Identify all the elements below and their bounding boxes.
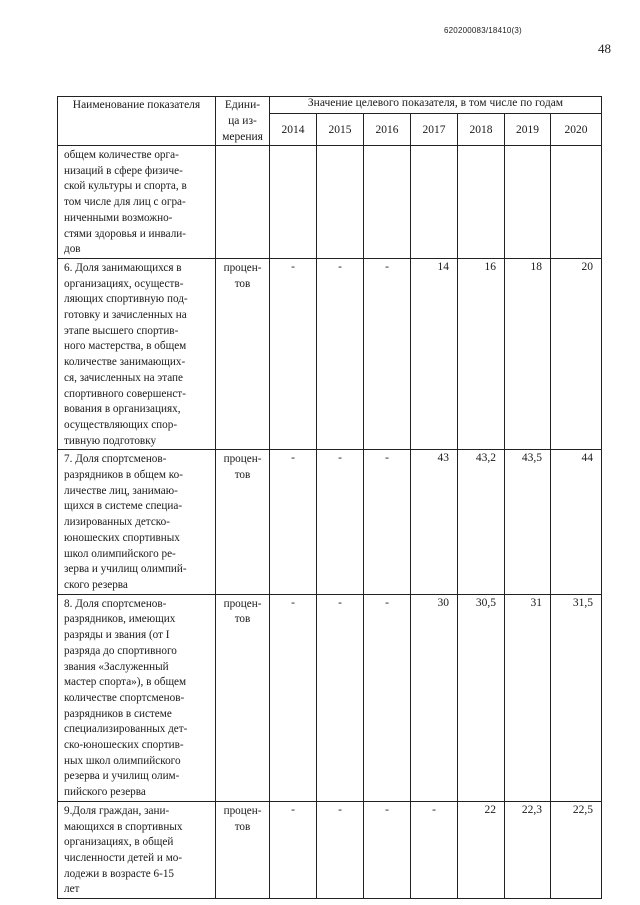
indicator-name-line: 9.Доля граждан, зани- — [64, 804, 170, 817]
value-cell: 44 — [551, 450, 602, 594]
value-cell: - — [364, 258, 411, 449]
value-cell: - — [411, 801, 458, 898]
unit-line: процен- — [223, 261, 262, 274]
indicator-name-line: вования в организациях, — [64, 403, 181, 416]
indicator-name-line: разрядников в системе — [64, 707, 172, 720]
unit-cell — [216, 258, 270, 449]
value-cell: - — [317, 801, 364, 898]
indicator-name-line: стями здоровья и инвали- — [64, 227, 186, 240]
indicator-name-line: ского резерва — [64, 578, 128, 591]
value-cell: 31 — [505, 594, 551, 801]
indicator-name-line: готовку и зачисленных на — [64, 309, 187, 322]
indicator-name-line: 6. Доля занимающихся в — [64, 261, 182, 274]
value-cell — [411, 146, 458, 259]
indicator-name-line: щихся в системе специа- — [64, 500, 183, 513]
indicator-name-cell — [58, 146, 216, 259]
indicator-name-line: мастер спорта»), в общем — [64, 676, 187, 689]
indicator-name-line: численности детей и мо- — [64, 851, 183, 864]
indicator-name-line: ниченными возможно- — [64, 211, 173, 224]
value-cell: - — [317, 450, 364, 594]
year-header: 2017 — [411, 114, 458, 146]
indicator-name-line: мающихся в спортивных — [64, 820, 183, 833]
value-cell — [364, 146, 411, 259]
value-cell: - — [270, 258, 317, 449]
indicator-name-line: том числе для лиц с огра- — [64, 196, 186, 209]
unit-line: тов — [234, 820, 251, 833]
year-header: 2014 — [270, 114, 317, 146]
document-code: 620200083/18410(3) — [444, 26, 522, 35]
indicator-name-line: организациях, осуществ- — [64, 277, 184, 290]
indicator-name-line: дов — [64, 243, 81, 256]
unit-line: тов — [234, 469, 251, 482]
unit-cell — [216, 801, 270, 898]
unit-line: процен- — [223, 597, 262, 610]
indicator-name-line: разряды и звания (от I — [64, 629, 170, 642]
value-cell: 30,5 — [458, 594, 505, 801]
value-cell: - — [270, 450, 317, 594]
year-header: 2020 — [551, 114, 602, 146]
indicator-name-line: ся, зачисленных на этапе — [64, 371, 183, 384]
indicator-name-cell — [58, 450, 216, 594]
value-cell: - — [317, 258, 364, 449]
unit-cell — [216, 594, 270, 801]
indicator-name-line: количестве спортсменов- — [64, 691, 185, 704]
value-cell — [317, 146, 364, 259]
indicator-name-line: разряда до спортивного — [64, 644, 177, 657]
value-cell: 43,5 — [505, 450, 551, 594]
year-header: 2015 — [317, 114, 364, 146]
value-cell: 18 — [505, 258, 551, 449]
indicator-name-line: ско-юношеских спортив- — [64, 739, 184, 752]
value-cell: 16 — [458, 258, 505, 449]
page-number: 48 — [598, 41, 611, 56]
unit-header-line: мерения — [222, 131, 263, 143]
indicator-name-line: юношеских спортивных — [64, 531, 180, 544]
unit-line: тов — [234, 613, 251, 626]
indicator-name-cell — [58, 258, 216, 449]
indicator-name-line: разрядников, имеющих — [64, 613, 176, 626]
indicator-name-line: личестве лиц, занимаю- — [64, 484, 178, 497]
indicator-name-line: звания «Заслуженный — [64, 660, 169, 673]
table-row — [58, 801, 602, 898]
indicator-name-line: лет — [64, 883, 80, 896]
indicator-name-line: лизированных детско- — [64, 516, 170, 529]
value-cell: 20 — [551, 258, 602, 449]
value-cell: - — [364, 450, 411, 594]
indicator-table — [57, 96, 602, 899]
indicator-name-line: пийского резерва — [64, 786, 146, 799]
value-cell: 22,3 — [505, 801, 551, 898]
value-cell: 22,5 — [551, 801, 602, 898]
indicator-name-line: тивную подготовку — [64, 434, 157, 447]
unit-cell — [216, 450, 270, 594]
indicator-name-line: ного мастерства, в общем — [64, 340, 187, 353]
indicator-name-line: специализированных дет- — [64, 723, 188, 736]
unit-line: процен- — [223, 453, 262, 466]
indicator-name-cell — [58, 594, 216, 801]
table-row — [58, 594, 602, 801]
indicator-name-line: резерва и училищ олим- — [64, 770, 180, 783]
indicator-name-cell — [58, 801, 216, 898]
unit-header-line: Едини- — [224, 99, 261, 111]
value-cell: - — [270, 594, 317, 801]
column-header-name: Наименование показателя — [58, 97, 216, 146]
value-cell: - — [270, 801, 317, 898]
value-cell — [505, 146, 551, 259]
unit-cell — [216, 146, 270, 259]
value-cell — [458, 146, 505, 259]
indicator-name-line: лодежи в возрасте 6-15 — [64, 867, 175, 880]
unit-header-line: ца из- — [228, 115, 257, 127]
indicator-name-line: осуществляющих спор- — [64, 418, 178, 431]
value-cell: 14 — [411, 258, 458, 449]
indicator-name-line: школ олимпийского ре- — [64, 547, 176, 560]
indicator-name-line: зерва и училищ олимпий- — [64, 563, 187, 576]
year-header: 2016 — [364, 114, 411, 146]
indicator-name-line: 8. Доля спортсменов- — [64, 597, 167, 610]
value-cell: 43,2 — [458, 450, 505, 594]
indicator-name-line: спортивного совершенст- — [64, 387, 186, 400]
value-cell: 43 — [411, 450, 458, 594]
indicator-name-line: общем количестве орга- — [64, 149, 179, 161]
value-cell — [551, 146, 602, 259]
indicator-name-line: 7. Доля спортсменов- — [64, 453, 167, 466]
indicator-name-line: низаций в сфере физиче- — [64, 164, 183, 177]
value-cell: - — [364, 801, 411, 898]
value-cell: - — [317, 594, 364, 801]
indicator-name-line: организациях, в общей — [64, 836, 174, 849]
column-header-values: Значение целевого показателя, в том числе по годам — [270, 97, 602, 114]
unit-line: тов — [234, 277, 251, 290]
value-cell: - — [364, 594, 411, 801]
value-cell: 31,5 — [551, 594, 602, 801]
table-row — [58, 450, 602, 594]
unit-line: процен- — [223, 804, 262, 817]
value-cell — [270, 146, 317, 259]
indicator-name-line: количестве занимающих- — [64, 356, 186, 369]
table-row — [58, 146, 602, 259]
indicator-name-line: ных школ олимпийского — [64, 754, 181, 767]
table-row — [58, 258, 602, 449]
column-header-unit — [216, 97, 270, 146]
year-header: 2018 — [458, 114, 505, 146]
value-cell: 30 — [411, 594, 458, 801]
value-cell: 22 — [458, 801, 505, 898]
year-header: 2019 — [505, 114, 551, 146]
indicator-name-line: разрядников в общем ко- — [64, 469, 183, 482]
indicator-name-line: ляющих спортивную под- — [64, 293, 188, 306]
indicator-name-line: ской культуры и спорта, в — [64, 180, 187, 193]
indicator-name-line: этапе высшего спортив- — [64, 324, 179, 337]
